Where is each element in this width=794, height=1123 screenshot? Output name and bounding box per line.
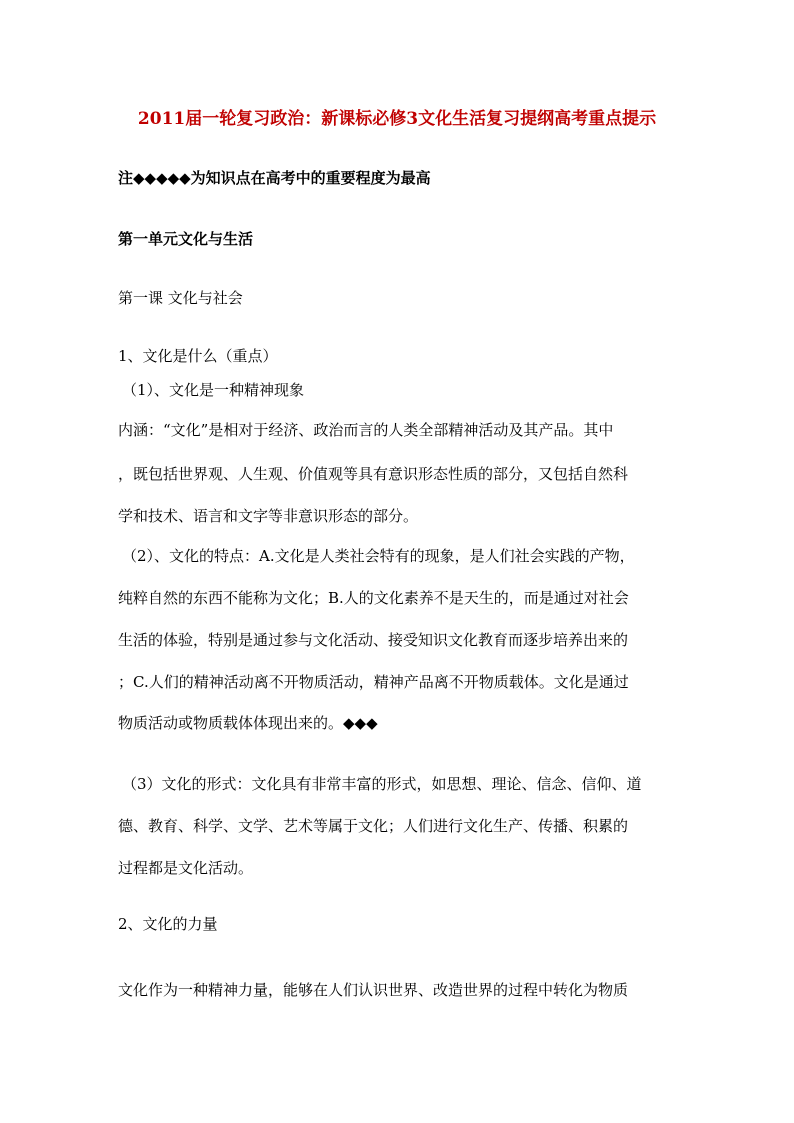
paragraph-2-line-3: 生活的体验，特别是通过参与文化活动、接受知识文化教育而逐步培养出来的 (118, 631, 629, 649)
section-1-heading: 1、文化是什么（重点） (118, 347, 278, 365)
unit-heading: 第一单元文化与生活 (118, 230, 254, 248)
paragraph-2-line-2: 纯粹自然的东西不能称为文化；B.人的文化素养不是天生的，而是通过对社会 (118, 589, 629, 607)
paragraph-2-line-4: ；C.人们的精神活动离不开物质活动，精神产品离不开物质载体。文化是通过 (118, 673, 629, 691)
subsection-1-heading: （1）、文化是一种精神现象 (122, 381, 305, 399)
section-2-heading: 2、文化的力量 (118, 915, 218, 933)
document-title: 2011届一轮复习政治：新课标必修3文化生活复习提纲高考重点提示 (137, 109, 657, 129)
paragraph-2-line-5: 物质活动或物质载体体现出来的。◆◆◆ (118, 714, 378, 732)
paragraph-3-line-3: 过程都是文化活动。 (118, 859, 254, 877)
importance-note: 注◆◆◆◆◆为知识点在高考中的重要程度为最高 (118, 169, 431, 187)
paragraph-1-line-1: 内涵：“文化”是相对于经济、政治而言的人类全部精神活动及其产品。其中 (118, 421, 614, 439)
lesson-heading: 第一课 文化与社会 (118, 289, 243, 307)
paragraph-3-line-1: （3）文化的形式：文化具有非常丰富的形式，如思想、理论、信念、信仰、道 (122, 775, 642, 793)
paragraph-3-line-2: 德、教育、科学、文学、艺术等属于文化；人们进行文化生产、传播、积累的 (118, 817, 629, 835)
paragraph-2-line-1: （2）、文化的特点：A.文化是人类社会特有的现象，是人们社会实践的产物， (122, 547, 635, 565)
paragraph-1-line-2: ，既包括世界观、人生观、价值观等具有意识形态性质的部分，又包括自然科 (118, 465, 629, 483)
paragraph-4-line-1: 文化作为一种精神力量，能够在人们认识世界、改造世界的过程中转化为物质 (118, 981, 629, 999)
paragraph-1-line-3: 学和技术、语言和文字等非意识形态的部分。 (118, 507, 419, 525)
